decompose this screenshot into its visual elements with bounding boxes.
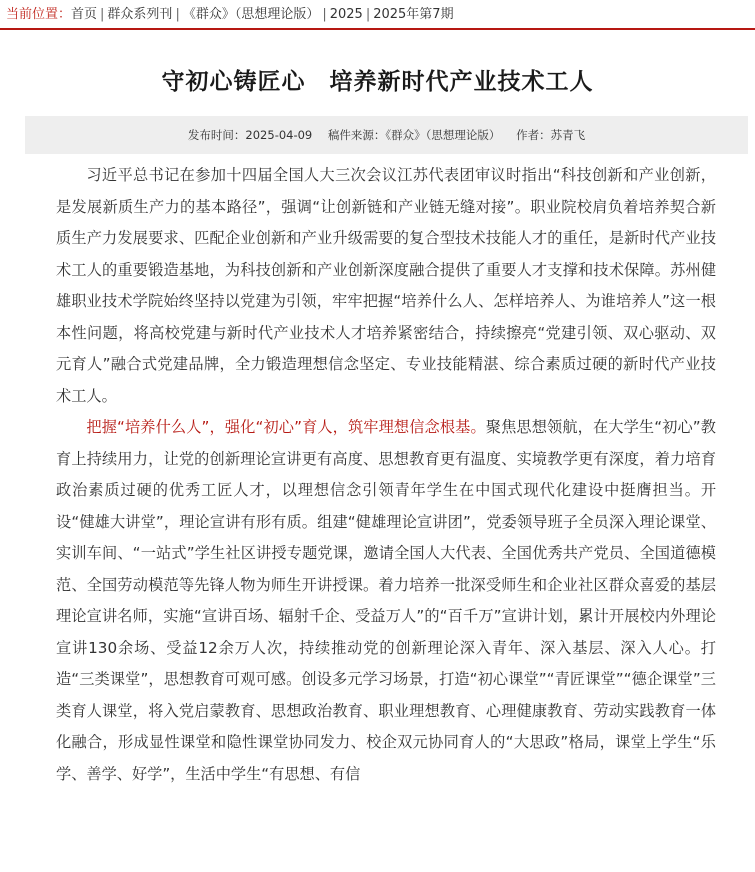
breadcrumb-issue-link[interactable]: 2025年第7期	[373, 7, 454, 22]
breadcrumb	[0, 0, 755, 30]
publish-time: 发布时间：2025-04-09	[187, 128, 313, 142]
breadcrumb-home-link[interactable]: 首页	[71, 7, 98, 22]
breadcrumb-separator: |	[365, 7, 371, 22]
paragraph-highlight: 把握“培养什么人”，强化“初心”育人，筑牢理想信念根基。	[86, 418, 486, 436]
breadcrumb-separator: |	[322, 7, 327, 22]
breadcrumb-label: 当前位置：	[6, 7, 72, 22]
paragraph: 习近平总书记在参加十四届全国人大三次会议江苏代表团审议时指出“科技创新和产业创新，是发展新质生产力的基本路径”，强调“让创新链和产业链无缝对接”。职业院校肩负着培养契合新质生产力发展要求、匹配企业创新和产业升级需要的复合型技术技能人才的重任，是新时代产业技术工人的重要锻造基地，为科技创新和产业创新深度融合提供了重要人才支撑和技术保障。苏州健雄职业技术学院始终坚持以党建为引领，牢牢把握“培养什么人、怎样培养人、为谁培养人”这一根本性问题，将高校党建与新时代产业技术人才培养紧密结合，持续擦亮“党建引领、双心驱动、双元育人”融合式党建品牌，全力锻造理想信念坚定、专业技能精湛、综合素质过硬的新时代产业技术工人。	[56, 166, 716, 405]
article-source: 稿件来源：《群众》（思想理论版）	[327, 128, 501, 142]
article-title: 守初心铸匠心 培养新时代产业技术工人	[161, 69, 594, 95]
breadcrumb-journal-link[interactable]: 《群众》（思想理论版）	[182, 7, 320, 22]
breadcrumb-separator: |	[175, 7, 180, 22]
breadcrumb-series-link[interactable]: 群众系列刊	[107, 7, 173, 22]
article-author: 作者：苏青飞	[516, 128, 586, 142]
article-body	[56, 160, 716, 790]
breadcrumb-separator: |	[100, 7, 105, 22]
breadcrumb-year-link[interactable]: 2025	[329, 7, 363, 22]
paragraph	[56, 412, 716, 790]
article-meta	[25, 116, 748, 154]
paragraph-body: 聚焦思想领航，在大学生“初心”教育上持续用力，让党的创新理论宣讲更有高度、思想教育更有温度、实境教学更有深度，着力培育政治素质过硬的优秀工匠人才，以理想信念引领青年学生在中国式现代化建设中挺膺担当。开设“健雄大讲堂”，理论宣讲有形有质。组建“健雄理论宣讲团”，党委领导班子全员深入理论课堂、实训车间、“一站式”学生社区讲授专题党课，邀请全国人大代表、全国优秀共产党员、全国道德模范、全国劳动模范等先锋人物为师生开讲授课。着力培养一批深受师生和企业社区群众喜爱的基层理论宣讲名师，实施“宣讲百场、辐射千企、受益万人”的“百千万”宣讲计划，累计开展校内外理论宣讲130余场、受益12余万人次，持续推动党的创新理论深入青年、深入基层、深入人心。打造“三类课堂”，思想教育可观可感。创设多元学习场景，打造“初心课堂”“青匠课堂”“德企课堂”三类育人课堂，将入党启蒙教育、思想政治教育、职业理想教育、心理健康教育、劳动实践教育一体化融合，形成显性课堂和隐性课堂协同发力、校企双元协同育人的“大思政”格局，课堂上学生“乐学、善学、好学”，生活中学生“有思想、有信	[56, 418, 716, 783]
